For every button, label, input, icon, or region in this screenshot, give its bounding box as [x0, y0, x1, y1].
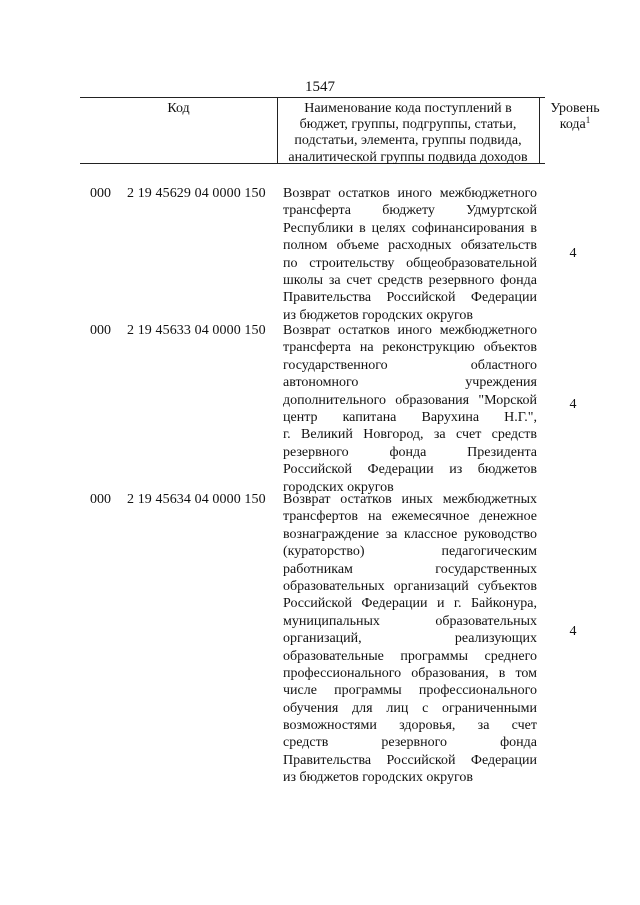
footnote-marker: 1: [585, 115, 591, 126]
description-line: из бюджетов городских округов: [283, 307, 474, 323]
description-line: муниципальных образовательных: [283, 613, 537, 629]
description-line: Республики в целях софинансирования в: [283, 220, 537, 236]
revenue-code: 2 19 45633 04 0000 150: [127, 323, 266, 338]
description-line: образовательные программы среднего: [283, 648, 537, 664]
description-line: Правительства Российской Федерации: [283, 752, 537, 768]
page-number: 1547: [305, 79, 335, 95]
code-level: 4: [569, 246, 577, 261]
description-line: Правительства Российской Федерации: [283, 290, 537, 306]
description-line: обучения для лиц с ограниченными: [283, 700, 537, 716]
description-line: организаций, реализующих: [283, 631, 537, 647]
code-level: 4: [569, 624, 577, 639]
description-line: числе программы профессионального: [283, 683, 537, 699]
description-line: центр капитана Варухина Н.Г.",: [283, 409, 537, 425]
description-line: трансферта бюджету Удмуртской: [283, 203, 537, 219]
description-line: Российской Федерации и г. Байконура,: [283, 596, 537, 612]
description-line: дополнительного образования "Морской: [283, 392, 537, 408]
description-line: автономного учреждения: [283, 375, 537, 391]
description-line: полном объеме расходных обязательств: [283, 238, 537, 254]
admin-code: 000: [90, 323, 111, 338]
revenue-description: [283, 185, 537, 324]
description-line: образовательных организаций субъектов: [283, 578, 537, 594]
header-name-label: Наименование кода поступлений в бюджет, группы, подгруппы, статьи, подстатьи, элемента, группы подвида, аналитической группы подвида доходов: [288, 101, 528, 165]
description-line: трансферта на реконструкцию объектов: [283, 340, 537, 356]
description-line: Возврат остатков иных межбюджетных: [283, 492, 537, 507]
revenue-description: [283, 491, 537, 787]
description-line: резервного фонда Президента: [283, 444, 537, 460]
description-line: (кураторство) педагогическим: [283, 544, 537, 560]
description-line: г. Великий Новгород, за счет средств: [283, 427, 537, 443]
description-line: возможностями здоровья, за счет: [283, 718, 537, 734]
description-line: Российской Федерации из бюджетов: [283, 462, 537, 478]
revenue-description: [283, 322, 537, 496]
description-line: городских округов: [283, 479, 394, 495]
description-line: профессионального образования, в том: [283, 665, 537, 681]
description-line: государственного областного: [283, 357, 537, 373]
description-line: Возврат остатков иного межбюджетного: [283, 186, 537, 201]
code-level: 4: [569, 397, 577, 412]
description-line: работникам государственных: [283, 561, 537, 577]
description-line: вознаграждение за классное руководство: [283, 526, 537, 542]
description-line: по строительству общеобразовательной: [283, 255, 537, 271]
admin-code: 000: [90, 186, 111, 201]
revenue-code: 2 19 45629 04 0000 150: [127, 186, 266, 201]
description-line: из бюджетов городских округов: [283, 770, 474, 786]
revenue-code: 2 19 45634 04 0000 150: [127, 492, 266, 507]
description-line: трансфертов на ежемесячное денежное: [283, 509, 537, 525]
description-line: Возврат остатков иного межбюджетного: [283, 323, 537, 338]
table-header: [80, 97, 600, 165]
admin-code: 000: [90, 492, 111, 507]
description-line: школы за счет средств резервного фонда: [283, 272, 537, 288]
header-level-label: Уровень кода$^1$: [550, 101, 600, 133]
header-code-label: Код: [167, 101, 190, 116]
description-line: средств резервного фонда: [283, 735, 537, 751]
